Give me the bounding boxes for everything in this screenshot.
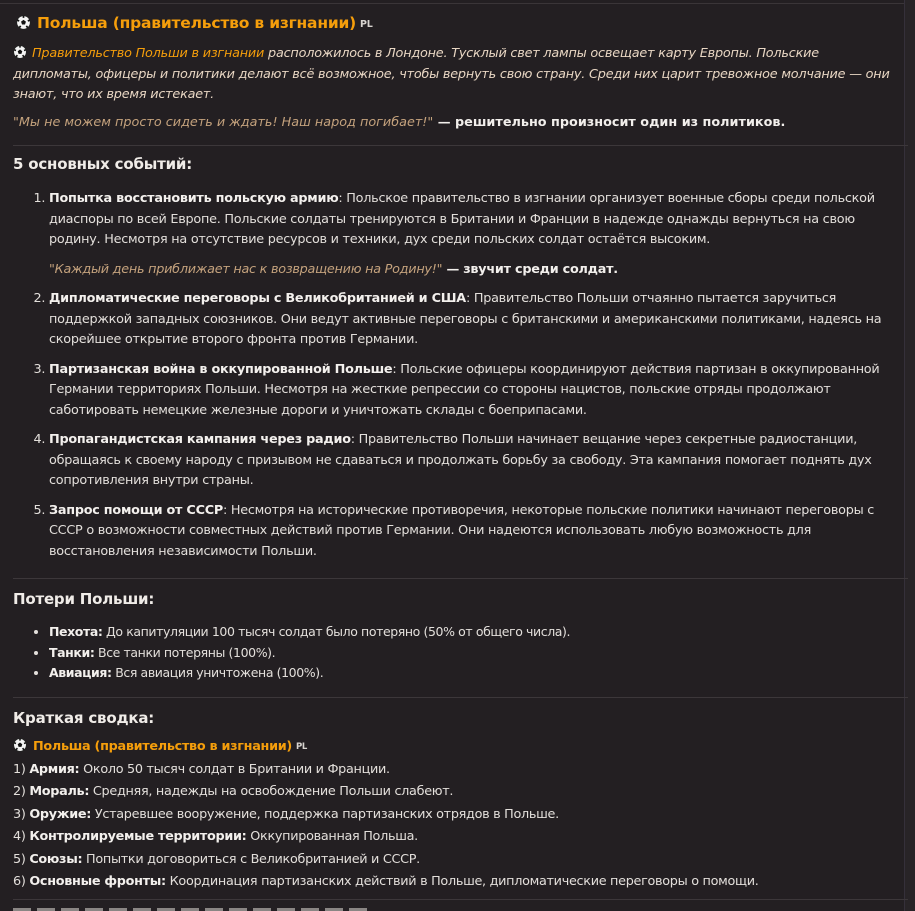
intro-paragraph	[13, 44, 893, 106]
loss-text: До капитуляции 100 тысяч солдат было потеряно (50% от общего числа).	[102, 624, 571, 639]
quote-text: "Мы не можем просто сидеть и ждать! Наш народ погибает!"	[13, 115, 434, 130]
event-text: : Польское правительство в изгнании организует военные сборы среди польской диаспоры по всей Европе. Польские солдаты тренируются в Британии и Франции в надежде однажды вернуться на свою родину. Несмотря на отсутствие ресурсов и техники, дух среди польских солдат остаётся высоким.	[49, 191, 875, 247]
event-title: Партизанская война в оккупированной Польше	[49, 361, 393, 377]
intro-highlight: Правительство Польши в изгнании	[32, 46, 265, 61]
event-text: : Польские офицеры координируют действия партизан в оккупированной Германии территориях Польши. Несмотря на жесткие репрессии со стороны нацистов, польские отряды продолжают саботировать немецкие железные дороги и уничтожать склады с боеприпасами.	[49, 361, 880, 418]
loss-item	[49, 622, 893, 643]
country-tag: PL	[360, 19, 373, 30]
summary-label: Мораль:	[29, 784, 90, 799]
summary-text: Средняя, надежды на освобождение Польши слабеют.	[89, 784, 454, 799]
summary-text: Оккупированная Польша.	[246, 829, 418, 844]
losses-list-wrap	[13, 622, 893, 684]
event-title: Запрос помощи от СССР	[49, 502, 223, 518]
divider	[13, 578, 908, 579]
top-divider	[0, 3, 905, 4]
summary-item	[13, 849, 893, 872]
losses-list	[13, 622, 893, 684]
divider	[13, 145, 908, 146]
summary-num: 1)	[13, 761, 26, 777]
loss-item	[49, 663, 893, 684]
divider	[13, 697, 908, 698]
summary-country-tag: PL	[295, 742, 307, 752]
summary-label: Армия:	[29, 761, 80, 777]
event-quote-attribution: — звучит среди солдат.	[442, 261, 618, 277]
summary-text: Устаревшее вооружение, поддержка партизанских отрядов в Польше.	[91, 806, 559, 822]
event-quote-text: "Каждый день приближает нас к возвращению на Родину!"	[49, 261, 443, 277]
summary-section	[13, 709, 154, 727]
event-quote	[49, 260, 893, 281]
summary-item	[13, 826, 893, 849]
summary-label: Оружие:	[29, 806, 92, 822]
events-section	[13, 155, 192, 173]
events-list-wrap	[13, 189, 893, 571]
loss-text: Вся авиация уничтожена (100%).	[111, 665, 324, 680]
opening-quote	[13, 115, 785, 130]
summary-text: Координация партизанских действий в Польше, дипломатические переговоры о помощи.	[165, 874, 759, 889]
event-title: Попытка восстановить польскую армию	[49, 191, 339, 206]
summary-item	[13, 804, 893, 827]
summary-num: 5)	[13, 851, 26, 867]
loss-label: Танки:	[49, 644, 95, 660]
event-title: Пропагандистская кампания через радио	[49, 432, 351, 447]
summary-label: Основные фронты:	[29, 874, 166, 889]
scrollbar[interactable]	[904, 0, 915, 911]
summary-num: 4)	[13, 829, 26, 844]
loss-item	[49, 643, 893, 664]
summary-text: Около 50 тысяч солдат в Британии и Франции.	[79, 761, 390, 777]
soccer-ball-icon	[13, 738, 27, 752]
summary-heading: Краткая сводка:	[13, 709, 155, 727]
summary-num: 2)	[13, 784, 26, 799]
summary-text: Попытки договориться с Великобританией и СССР.	[82, 851, 420, 867]
event-title: Дипломатические переговоры с Великобританией и США	[49, 291, 466, 306]
soccer-ball-icon	[16, 15, 31, 30]
divider	[13, 899, 908, 900]
event-text: : Правительство Польши отчаянно пытается заручиться поддержкой западных союзников. Они ведут активные переговоры с британскими и американскими политиками, надеясь на скорейшее открытие второго фронта против Германии.	[49, 291, 882, 347]
event-item	[49, 360, 893, 422]
summary-num: 3)	[13, 806, 26, 822]
event-item	[49, 289, 893, 351]
quote-attribution: — решительно произносит один из политиков.	[433, 115, 786, 130]
event-item	[49, 430, 893, 492]
summary-item	[13, 759, 893, 782]
event-item	[49, 501, 893, 563]
loss-text: Все танки потеряны (100%).	[94, 644, 276, 660]
summary-item	[13, 781, 893, 804]
event-item	[49, 189, 893, 280]
summary-body	[13, 736, 893, 894]
summary-country	[13, 736, 893, 759]
summary-num: 6)	[13, 874, 26, 889]
summary-label: Союзы:	[29, 851, 83, 867]
event-text: : Правительство Польши начинает вещание через секретные радиостанции, обращаясь к своему народу с призывом не сдаваться и продолжать борьбу за свободу. Эта кампания помогает поднять дух сопротивления внутри страны.	[49, 432, 872, 488]
country-title-text: Польша (правительство в изгнании)	[37, 14, 357, 32]
event-text: : Несмотря на исторические противоречия, некоторые польские политики начинают переговоры с СССР о возможности совместных действий против Германии. Они надеются использовать любую возможность для восстановления независимости Польши.	[49, 502, 875, 559]
events-list	[13, 189, 893, 562]
loss-label: Авиация:	[49, 665, 112, 680]
losses-section	[13, 590, 154, 608]
country-title	[16, 14, 373, 32]
soccer-ball-icon	[13, 45, 27, 59]
summary-item	[13, 871, 893, 894]
clipped-next-heading	[13, 902, 373, 911]
summary-label: Контролируемые территории:	[29, 829, 247, 844]
loss-label: Пехота:	[49, 624, 103, 639]
events-heading: 5 основных событий:	[13, 155, 192, 173]
summary-country-title: Польша (правительство в изгнании)	[33, 739, 292, 754]
intro-text: расположилось в Лондоне. Тусклый свет лампы освещает карту Европы. Польские дипломаты, офицеры и политики делают всё возможное, чтобы вернуть свою страну. Среди них царит тревожное молчание — они знают, что их время истекает.	[13, 46, 890, 102]
losses-heading: Потери Польши:	[13, 590, 155, 608]
